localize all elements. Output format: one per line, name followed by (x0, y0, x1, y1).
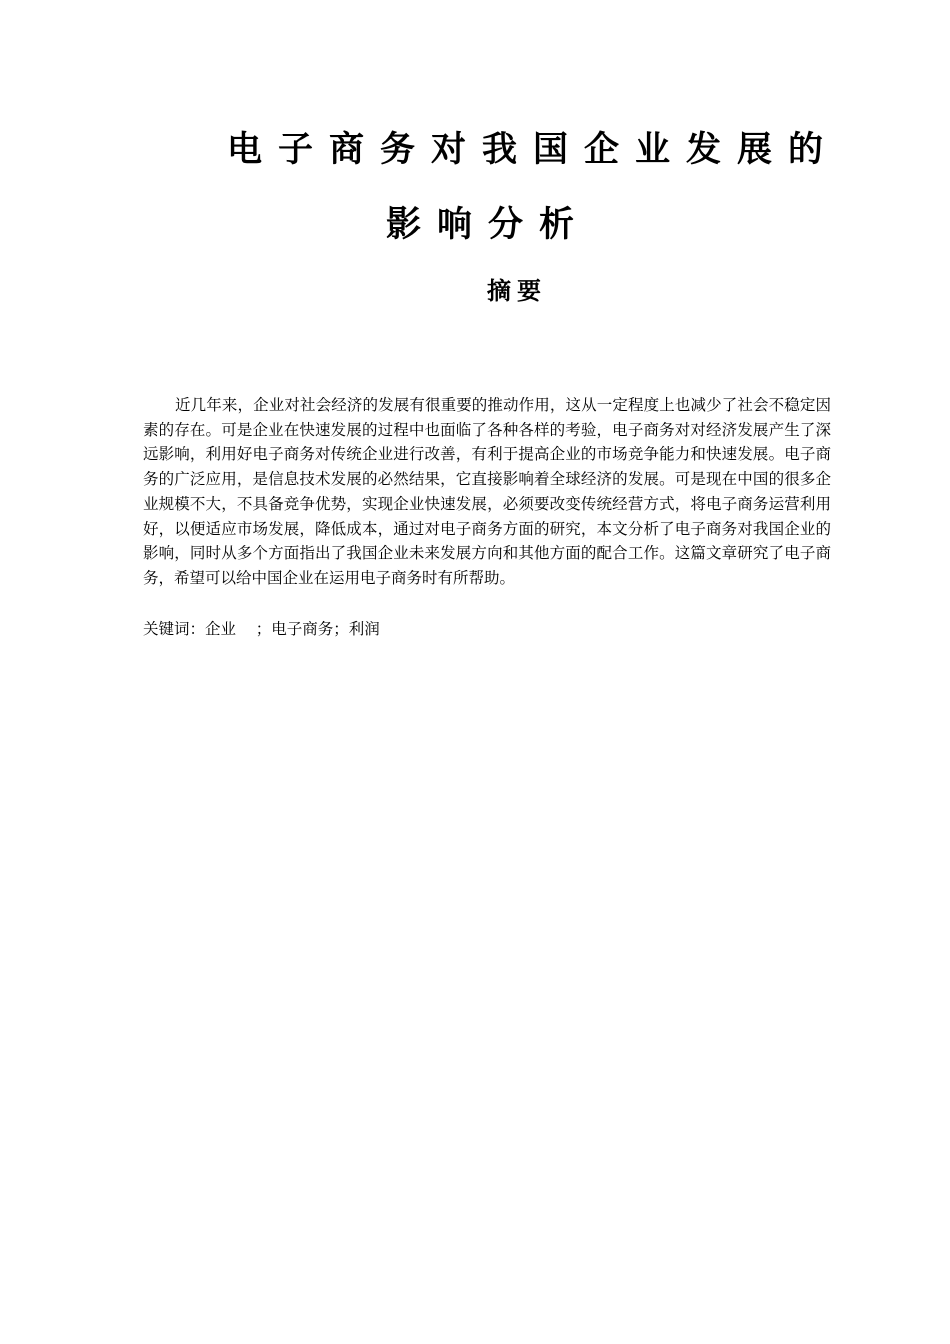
keywords-line: 关键词：企业 ；电子商务；利润 (143, 620, 380, 638)
abstract-heading: 摘要 (487, 277, 547, 305)
document-title-line-2: 影响分析 (386, 205, 591, 245)
abstract-paragraph: 近几年来，企业对社会经济的发展有很重要的推动作用，这从一定程度上也减少了社会不稳定因素的存在。可是企业在快速发展的过程中也面临了各种各样的考验，电子商务对对经济发展产生了深远影响，利用好电子商务对传统企业进行改善，有利于提高企业的市场竞争能力和快速发展。电子商务的广泛应用，是信息技术发展的必然结果，它直接影响着全球经济的发展。可是现在中国的很多企业规模不大，不具备竞争优势，实现企业快速发展，必须要改变传统经营方式，将电子商务运营利用好，以便适应市场发展，降低成本，通过对电子商务方面的研究，本文分析了电子商务对我国企业的影响，同时从多个方面指出了我国企业未来发展方向和其他方面的配合工作。这篇文章研究了电子商务，希望可以给中国企业在运用电子商务时有所帮助。 (143, 396, 831, 587)
document-title-line-1: 电子商务对我国企业发展的 (227, 130, 840, 170)
